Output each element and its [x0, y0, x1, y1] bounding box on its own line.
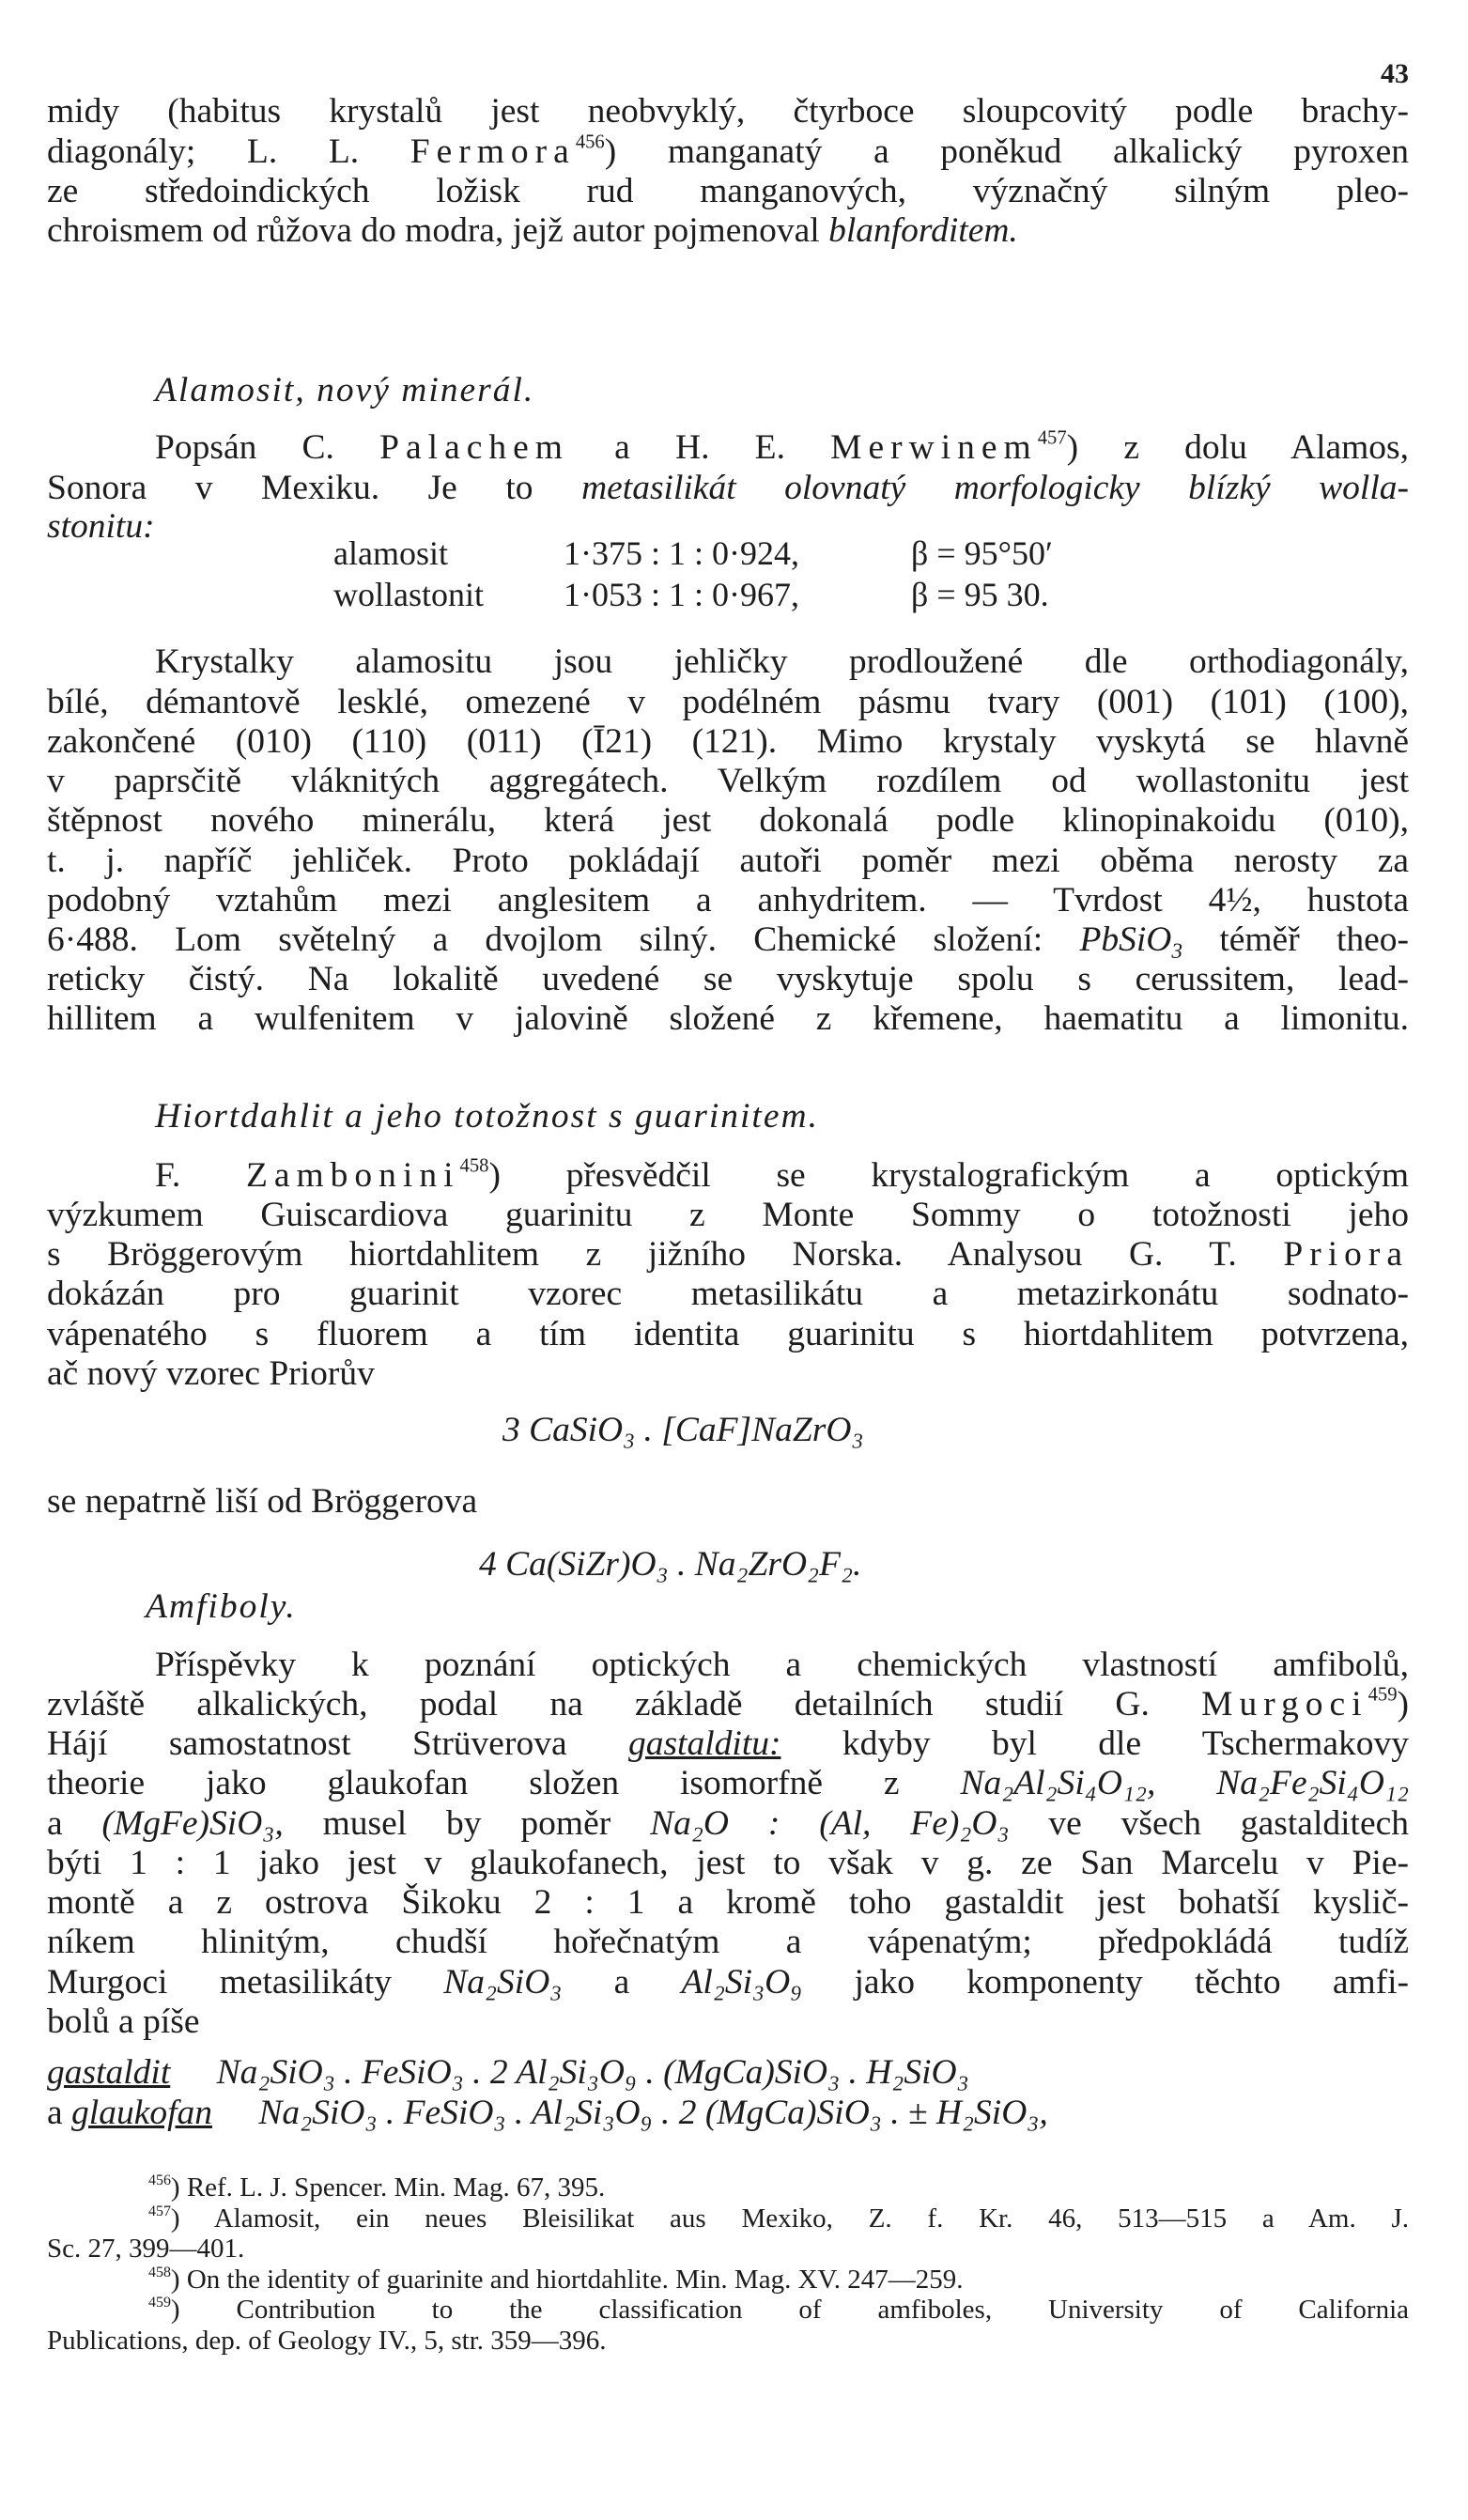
alamosit-paragraph-line-4: v paprsčitě vláknitých aggregátech. Velkým rozdílem od wollastonitu jest [47, 762, 1409, 800]
alamosit-paragraph-line-1: Krystalky alamositu jsou jehličky prodloužené dle orthodiagonály, [155, 642, 1409, 681]
alamosit-paragraph-line-8: 6·488. Lom světelný a dvojlom silný. Chemické složení: PbSiO$_3$ téměř theo- [47, 920, 1410, 965]
footnote-456: $^{456}$) Ref. L. J. Spencer. Min. Mag. 67, 395. [148, 2172, 606, 2203]
amfiboly-line-5: a (MgFe)SiO₃, musel by poměr Na₂O : (Al, Fe)₂O₃ ve všech gastalditech [47, 1804, 1409, 1843]
hiortdahlit-line-6: ač nový vzorec Priorův [47, 1354, 375, 1393]
alamosit-paragraph-line-9: reticky čistý. Na lokalitě uvedené se vyskytuje spolu s cerussitem, lead- [47, 960, 1409, 998]
footnote-457-cont: Sc. 27, 399—401. [47, 2234, 245, 2264]
alamosit-line-2: Sonora v Mexiku. Je to metasilikát olovnatý morfologicky blízký wolla- [47, 469, 1410, 507]
footnote-ref-459: 459 [1368, 1684, 1398, 1706]
blanfordite-line-1: midy (habitus krystalů jest neobvyklý, čtyrboce sloupcovitý podle brachy- [47, 92, 1409, 131]
formula-brogger: 4 Ca(SiZr)O₃ . Na₂ZrO₂F₂. [479, 1545, 862, 1584]
hiortdahlit-line-2: výzkumem Guiscardiova guarinitu z Monte Sommy o totožnosti jeho [47, 1196, 1409, 1234]
alamosit-paragraph-line-10: hillitem a wulfenitem v jalovině složené z křemene, haematitu a limonitu. [47, 999, 1409, 1038]
hiortdahlit-line-4: dokázán pro guarinit vzorec metasilikátu a metazirkonátu sodnato- [47, 1275, 1409, 1313]
hiortdahlit-line-1: F. Zambonini$^{458}$) přesvědčil se krystalografickým a optickým [155, 1155, 1410, 1195]
alamosit-line-1: Popsán C. Palachem a H. E. Merwinem$^{457}$) z dolu Alamos, [155, 427, 1410, 467]
amfiboly-line-1: Příspěvky k poznání optických a chemických vlastností amfibolů, [155, 1646, 1409, 1684]
hiortdahlit-line-7: se nepatrně liší od Bröggerova [47, 1482, 478, 1521]
blanfordite-line-4: chroismem od růžova do modra, jejž autor pojmenoval blanforditem. [47, 211, 1018, 250]
section-heading-amfiboly: Amfiboly. [146, 1587, 297, 1626]
amfiboly-line-4: theorie jako glaukofan složen isomorfně z Na₂Al₂Si₄O₁₂, Na₂Fe₂Si₄O₁₂ [47, 1764, 1409, 1802]
alamosit-paragraph-line-6: t. j. napříč jehliček. Proto pokládají autoři poměr mezi oběma nerosty za [47, 842, 1409, 880]
amfiboly-line-10: bolů a píše [47, 2002, 200, 2041]
amfiboly-line-2: zvláště alkalických, podal na základě detailních studií G. Murgoci$^{459}$) [47, 1684, 1409, 1724]
footnote-459-cont: Publications, dep. of Geology IV., 5, str. 359—396. [47, 2326, 607, 2356]
formula-glaukofan: a glaukofan Na₂SiO₃ . FeSiO₃ . Al₂Si₃O₉ . 2 (MgCa)SiO₃ . ± H₂SiO₃, [47, 2094, 1048, 2132]
alamosit-paragraph-line-7: podobný vztahům mezi anglesitem a anhydritem. — Tvrdost 4½, hustota [47, 881, 1409, 920]
section-heading-hiortdahlit: Hiortdahlit a jeho totožnost s guarinitem. [155, 1097, 819, 1136]
alamosit-paragraph-line-2: bílé, démantově lesklé, omezené v podélném pásmu tvary (001) (101) (100), [47, 683, 1409, 721]
hiortdahlit-line-5: vápenatého s fluorem a tím identita guarinitu s hiortdahlitem potvrzena, [47, 1315, 1409, 1353]
formula-pbsio3: PbSiO$_3$ [1079, 920, 1183, 965]
author-prior: Priora [1283, 1235, 1410, 1274]
author-merwin: Merwinem [830, 428, 1038, 467]
alamosit-paragraph-line-5: štěpnost nového minerálu, která jest dokonalá podle klinopinakoidu (010), [47, 801, 1409, 840]
amfiboly-line-9: Murgoci metasilikáty Na₂SiO₃ a Al₂Si₃O₉ jako komponenty těchto amfi- [47, 1963, 1410, 2002]
blanfordite-line-3: ze středoindických ložisk rud manganových, význačný silným pleo- [47, 172, 1409, 210]
amfiboly-line-7: montě a z ostrova Šikoku 2 : 1 a kromě toho gastaldit jest bohatší kyslič- [47, 1883, 1409, 1922]
page-number: 43 [1381, 58, 1409, 89]
alamosit-paragraph-line-3: zakončené (010) (110) (011) (Ī21) (121). Mimo krystaly vyskytá se hlavně [47, 722, 1409, 761]
section-heading-alamosit: Alamosit, nový minerál. [155, 371, 535, 410]
footnote-459: $^{459}$) Contribution to the classification of amfiboles, University of California [148, 2295, 1409, 2325]
amfiboly-line-8: níkem hlinitým, chudší hořečnatým a vápenatým; předpokládá tudíž [47, 1923, 1409, 1961]
formula-prior: 3 CaSiO₃ . [CaF]NaZrO₃ [502, 1411, 864, 1449]
footnote-ref-457: 457 [1037, 427, 1067, 449]
formula-gastaldit: gastaldit Na₂SiO₃ . FeSiO₃ . 2 Al₂Si₃O₉ . (MgCa)SiO₃ . H₂SiO₃ [47, 2053, 969, 2092]
comparison-row-alamosit: alamosit 1·375 : 1 : 0·924, β = 95°50′ [333, 534, 1053, 572]
author-fermor: Fermora [409, 132, 576, 171]
hiortdahlit-line-3: s Bröggerovým hiortdahlitem z jižního Norska. Analysou G. T. Priora [47, 1235, 1410, 1274]
footnote-457: $^{457}$) Alamosit, ein neues Bleisilikat aus Mexiko, Z. f. Kr. 46, 513—515 a Am. J. [148, 2203, 1409, 2234]
amfiboly-line-3: Hájí samostatnost Strüverova gastalditu: kdyby byl dle Tschermakovy [47, 1724, 1409, 1763]
author-zambonini: Zambonini [245, 1156, 460, 1195]
alamosit-line-3: stonitu: [47, 507, 155, 546]
footnote-458: $^{458}$) On the identity of guarinite and hiortdahlite. Min. Mag. XV. 247—259. [148, 2265, 964, 2295]
author-palache: Palachem [379, 428, 569, 467]
comparison-row-wollastonit: wollastonit 1·053 : 1 : 0·967, β = 95 30. [333, 576, 1049, 613]
author-murgoci: Murgoci [1201, 1685, 1368, 1724]
footnote-ref-458: 458 [459, 1155, 489, 1177]
book-page [47, 0, 1409, 2520]
amfiboly-line-6: býti 1 : 1 jako jest v glaukofanech, jest to však v g. ze San Marcelu v Pie- [47, 1844, 1409, 1882]
blanfordite-line-2: diagonály; L. L. Fermora$^{456}$) manganatý a poněkud alkalický pyroxen [47, 131, 1410, 171]
footnote-ref-456: 456 [575, 131, 605, 153]
